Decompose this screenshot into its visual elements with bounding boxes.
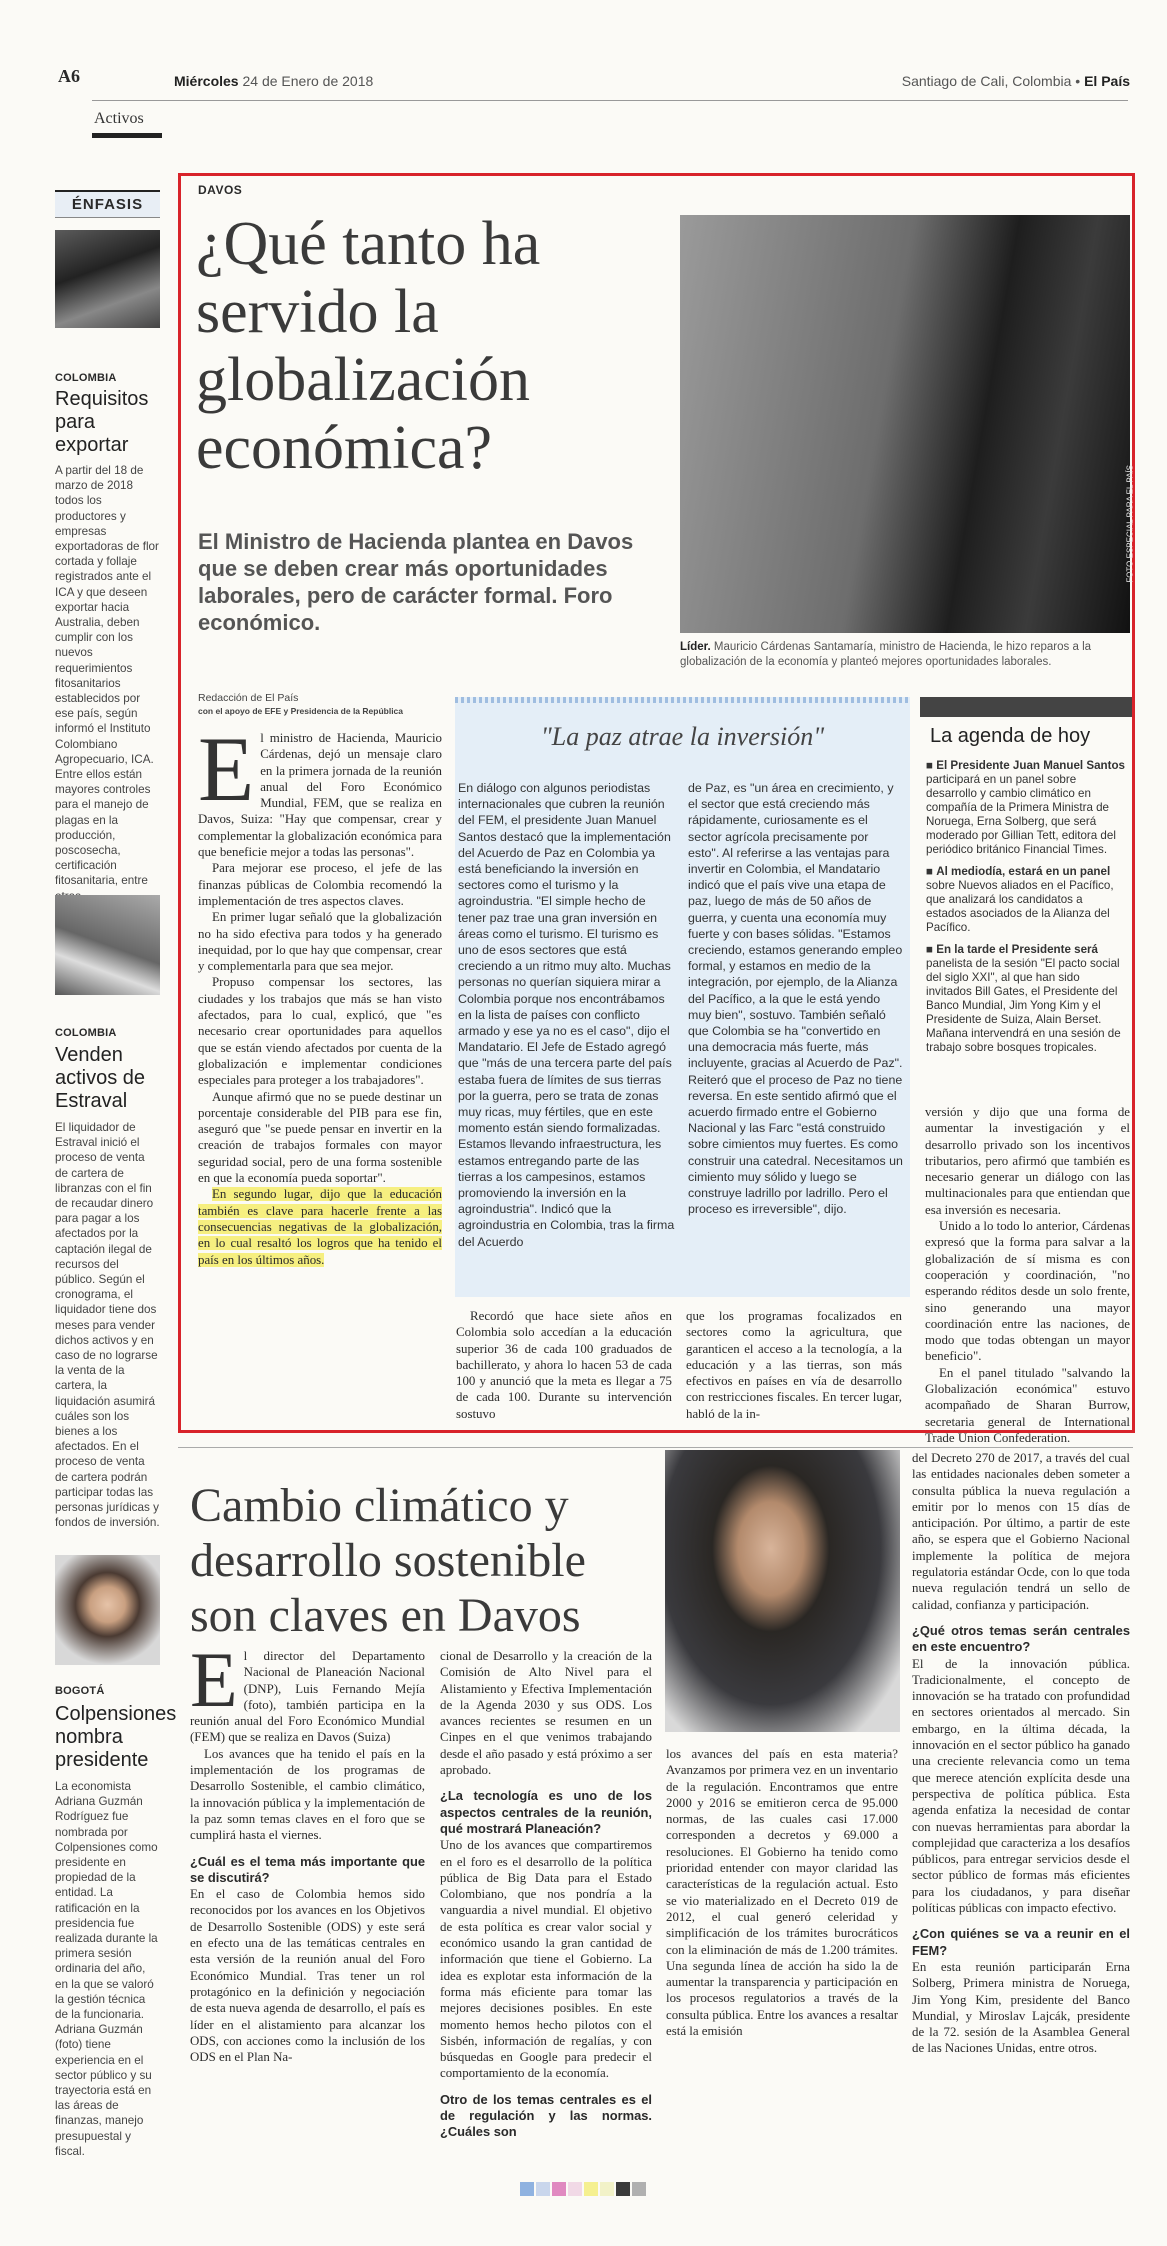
question: ¿Con quiénes se va a reunir en el FEM? [912, 1926, 1130, 1958]
answer: En esta reunión participarán Erna Solberg, Primera ministra de Noruega, Jim Yong Kim, presidente del Banco Mundial, y Miroslav Lajcák, presidente de la 72. sesión de la Asamblea General de las Naciones Unidas, entre otros. [912, 1959, 1130, 2056]
page-header [0, 0, 1167, 150]
answer: El de la innovación pública. Tradicionalmente, el concepto de innovación se ha tratado con profundidad en sectores orientados al mercado. Sin embargo, en la última década, la innovación en el sector público ha ganado una creciente relevancia como un tema que merece atención explícita desde una perspectiva de política pública. Esta agenda enfatiza la necesidad de contar con nuevas herramientas para abordar la complejidad que caracteriza a los desafíos públicos, para entregar servicios desde el sector público de formas más eficientes para los ciudadanos, y para diseñar políticas públicas con impacto efectivo. [912, 1656, 1130, 1916]
sidebar-photo-estraval [55, 895, 160, 995]
article2-headline: Cambio climático y desarrollo sostenible son claves en Davos [190, 1479, 586, 1642]
paragraph: Aunque afirmó que no se puede destinar un porcentaje considerable del PIB para ese fin, aseguró que "se puede pensar en invertir en la creación de trabajos formales con mayor seguridad social, pero de una forma sostenible en que la economía pueda soportar". [198, 1089, 442, 1186]
photo-caption [680, 640, 1130, 670]
sidebar [55, 180, 177, 2158]
article2-column-3: los avances del país en esta materia? Avanzamos por primera vez en un inventario de la regulación. Encontramos que entre 2000 y 2016 se emitieron cerca de 95.000 normas, de las cuales casi 17.000 corresponden a decretos y 69.000 a resoluciones. El Gobierno ha tenido como prioridad entender con mayor claridad las características de la regulación actual. Esto se vio materializado en el Decreto 019 de 2012, el cual generó celeridad y simplificación de los trámites burocráticos con la eliminación de más de 1.200 trámites. Una segunda línea de acción ha sido la de aumentar la transparencia y participación en los procesos regulatorios a través de la consulta pública. Entre los avances a resaltar está la emisión [666, 1747, 898, 2039]
question: ¿Qué otros temas serán centrales en este encuentro? [912, 1622, 1130, 1655]
mejia-photo [665, 1450, 900, 1732]
sidebar-title: Requisitos para exportar [55, 388, 149, 456]
article-column-3-bottom: que los programas focalizados en sectores como la agricultura, que garanticen el acceso a la tecnología, a la educación y a las tierras, son más efectivos en países en vía de desarrollo con restricciones fiscales. En tercer lugar, habló de la in- [686, 1309, 902, 1421]
box-column-1: En diálogo con algunos periodistas internacionales que cubren la reunión del FEM, el presidente Juan Manuel Santos destacó que la implementación del Acuerdo de Paz en Colombia ya está beneficiando la inversión en sectores como el turismo y la agroindustria. "El simple hecho de tener paz trae una gran inversión en áreas como el turismo. El turismo es uno de esos sectores que está creciendo a un ritmo muy alto. Muchas personas no querían siquiera mirar a Colombia porque nos encontrábamos en la lista de países con conflicto armado y ese ya no es el caso", dijo el Mandatario. El Jefe de Estado agregó que "más de una tercera parte del país estaba fuera de límites de sus tierras por la guerra, pero se trata de zonas muy ricas, muy fértiles, que en este momento están siendo formalizadas. Estamos llevando infraestructura, les estamos entregando parte de las tierras a los campesinos, estamos promoviendo la inversión en la agroindustria". Indicó que la agroindustria en Colombia, tras la firma del Acuerdo [458, 781, 675, 1249]
agenda-top-rule [920, 697, 1132, 717]
sidebar-photo-guzman [55, 1555, 160, 1665]
article-column-2-bottom: Recordó que hace siete años en Colombia solo accedían a la educación superior 36 de cada 100 graduados de bachillerato, y ahora lo hacen 53 de cada 100 y anunció que la meta es llegar a 75 de cada 100. Durante su intervención sostuvo [456, 1309, 672, 1421]
paragraph: Los avances que ha tenido el país en la implementación de los programas de Desarrollo Sostenible, el cambio climático, la innovación pública y la implementación de la paz somn temas claves en el foro que se cumplirá hasta el viernes. [190, 1746, 425, 1843]
color-swatch [584, 2182, 598, 2196]
paragraph: versión y dijo que una forma de aumentar la investigación y el desarrollo privado son los incentivos tributarios, pero afirmó que también es necesario generar un diálogo con las multinacionales para que entiendan que esa inversión es necesaria. [925, 1105, 1130, 1217]
article-dek: El Ministro de Hacienda plantea en Davos que se deben crear más oportunidades laborales, pero de carácter formal. Foro económico. [198, 529, 634, 635]
section-rule [92, 133, 162, 138]
paper-name: El País [1084, 73, 1130, 89]
photo-credit: FOTO ESPECIAL PARA EL PAÍS [1126, 465, 1135, 583]
sidebar-body: La economista Adriana Guzmán Rodríguez fue nombrada por Colpensiones como presidente en propiedad de la entidad. La ratificación en la presidencia fue realizada durante la primera sesión ordinaria del año, en la que se valoró la gestión técnica de la funcionaria. Adriana Guzmán (foto) tiene experiencia en el sector público y su trayectoria está en las áreas de finanzas, manejo presupuestal y fiscal. [55, 1780, 158, 2158]
agenda-box [920, 697, 1132, 1097]
paragraph: del Decreto 270 de 2017, a través del cual las entidades nacionales deben someter a consulta pública la nueva regulación a emitir por lo menos con 15 días de anticipación. Por último, a partir de este año, se espera que el Gobierno Nacional implemente la política de mejora regulatoria estándar Ocde, con lo que toda nueva regulación tendrá un sello de calidad, confianza y participación. [912, 1451, 1130, 1612]
question: Otro de los temas centrales es el de regulación y las normas. ¿Cuáles son [440, 2091, 652, 2140]
sidebar-title: Venden activos de Estraval [55, 1044, 146, 1112]
agenda-item: ■ El Presidente Juan Manuel Santos participará en un panel sobre desarrollo y cambio climático en compañía de la Primera Ministra de Noruega, Erna Solberg, que será moderado por Gillian Tett, editora del periódico británico Financial Times. [926, 759, 1126, 856]
paragraph: Unido a lo todo lo anterior, Cárdenas expresó que la forma para salvar a la globalización de sí misma es con cooperación y coordinación, "no esperando réditos desde un solo frente, sino generando una mayor coordinación entre las naciones, de modo que todas obtengan un mayor beneficio". [925, 1219, 1131, 1364]
paragraph: l ministro de Hacienda, Mauricio Cárdenas, dejó un mensaje claro en la primera jornada de la reunión anual del Foro Económico Mundial, FEM, que se realiza en Davos, Suiza: "Hay que compensar, crear y complementar la globalización económica para que beneficie mejor a todas las personas". [198, 731, 442, 860]
article-kicker: DAVOS [198, 183, 243, 197]
color-swatch [552, 2182, 566, 2196]
paragraph: En el panel titulado "salvando la Globalización económica" estuvo acompañado de Sharan Burrow, secretaria general de International Trade Union Confederation. [925, 1365, 1130, 1445]
article2-top-rule [178, 1447, 1133, 1448]
color-swatch [568, 2182, 582, 2196]
answer: Uno de los avances que compartiremos en el foro es el desarrollo de la política pública de Big Data para el Estado Colombiano, que nos pondría a la vanguardia a nivel mundial. El objetivo de esta política es crear valor social y económico usando la gran cantidad de información que tiene el Gobierno. La idea es explotar esta información de la forma más eficiente para tomar las mejores decisiones posibles. En este momento hemos hecho pilotos con el Sisbén, información de regalías, y con búsquedas en Google para predecir el comportamiento de la economía. [440, 1838, 652, 2081]
byline-credit: con el apoyo de EFE y Presidencia de la República [198, 706, 404, 716]
paragraph: Para mejorar ese proceso, el jefe de las finanzas públicas de Colombia recomendó la implementación de tres aspectos claves. [198, 861, 442, 908]
article-column-4 [925, 1104, 1130, 1446]
agenda-item-lead: El Presidente Juan Manuel Santos [936, 759, 1126, 772]
color-swatch [616, 2182, 630, 2196]
sidebar-body: A partir del 18 de marzo de 2018 todos los productores y empresas exportadoras de flor cortada y follaje registrados ante el ICA y que deseen exportar hacia Australia, deben cumplir con los nuevos requerimientos fitosanitarios establecidos por ese país, según informó el Instituto Colombiano Agropecuario, ICA. Entre ellos están mayores controles para el manejo de plagas en la producción, poscosecha, certificación fitosanitaria, entre [55, 464, 159, 888]
box-title: "La paz atrae la inversión" [540, 722, 825, 751]
paragraph: cional de Desarrollo y la creación de la Comisión de Alto Nivel para el Alistamiento y Efectiva Implementación de la Agenda 2030 y sus ODS. Los avances recientes se resumen en un Cinpes en el que venimos trabajando desde el año pasado y está próximo a ser aprobado. [440, 1649, 652, 1778]
sidebar-tag: BOGOTÁ [55, 1685, 105, 1697]
paragraph: Propuso compensar los sectores, las ciudades y los trabajos que más se han visto afectados, para lo cual, explicó, que "es necesario crear oportunidades para aquellos que se están viendo afectados por cuenta de la globalización e implementar condiciones especiales para proteger a los trabajadores". [198, 975, 442, 1088]
box-top-rule [455, 697, 910, 703]
minister-photo [680, 215, 1135, 633]
question: ¿La tecnología es uno de los aspectos centrales de la reunión, qué mostrará Planeación? [440, 1788, 652, 1836]
article2-column-2 [440, 1648, 652, 2141]
agenda-item: ■ En la tarde el Presidente será panelista de la sesión "El pacto social del siglo XXI", al que han sido invitados Bill Gates, el Presidente del Banco Mundial, Jim Yong Kim y el Presidente de Suiza, Alain Berset. Mañana intervendrá en una sesión de trabajo sobre bosques tropicales. [926, 943, 1121, 1054]
date-line [174, 73, 373, 89]
place: Santiago de Cali, Colombia [901, 73, 1072, 89]
answer: En el caso de Colombia hemos sido reconocidos por los avances en los Objetivos de Desarrollo Sostenible (ODS) y este será en efecto una de las temáticas centrales en esta versión de la reunión anual del Foro Económico Mundial. Tras tener un rol protagónico en la definición y negociación de esta nueva agenda de desarrollo, el país es líder en el alistamiento para alcanzar los ODS, con acciones como la inclusión de los ODS en el Plan Na- [190, 1887, 425, 2065]
color-swatch [600, 2182, 614, 2196]
sidebar-photo-flowers [55, 230, 160, 328]
section-name: Activos [94, 110, 144, 127]
agenda-item-text: sobre Nuevos aliados en el Pacífico, que analizará los candidatos a estados asociados de la Alianza del Pacífico. [926, 879, 1114, 934]
drop-cap: E [198, 718, 255, 820]
page-number: A6 [58, 66, 80, 86]
article-column-1 [198, 718, 442, 1268]
color-swatch [520, 2182, 534, 2196]
paragraph: En primer lugar señaló que la globalización no ha sido efectiva para todos y ha generado inequidad, por lo que hay que compensar, crear y complementarla para que sea mejor. [198, 910, 442, 974]
agenda-title: La agenda de hoy [930, 725, 1091, 747]
drop-cap: E [190, 1636, 238, 1723]
sidebar-tag: COLOMBIA [55, 372, 117, 384]
paragraph: l director del Departamento Nacional de Planeación Nacional (DNP), Luis Fernando Mejía (foto), también participa en la reunión anual del Foro Económico Mundial (FEM) que se realiza en Davos (Suiza) [190, 1649, 425, 1745]
weekday: Miércoles [174, 73, 239, 89]
agenda-item: ■ Al mediodía, estará en un panel sobre Nuevos aliados en el Pacífico, que analizará los candidatos a estados asociados de la Alianza del Pacífico. [926, 865, 1114, 934]
highlighted-paragraph [198, 1186, 442, 1267]
agenda-item-lead: En la tarde el Presidente será [936, 943, 1098, 956]
box-column-2: de Paz, es "un área en crecimiento, y el sector que está creciendo más rápidamente, curiosamente es el sector agrícola precisamente por esto". Al referirse a las ventajas para invertir en Colombia, el Mandatario indicó que el país vive una etapa de paz, luego de más de 50 años de guerra, y cuenta una economía muy fuerte y con bases sólidas. "Estamos creciendo, estamos generando empleo formal, y estamos en medio de la integración, por ejemplo, de la Alianza del Pacífico, a la que le está yendo muy bien", sostuvo. También señaló que Colombia se ha "convertido en una democracia más fuerte, más incluyente, gracias al Acuerdo de Paz". Reiteró que el proceso de Paz no tiene reversa. En este sentido afirmó que el acuerdo firmado entre el Gobierno Nacional y las Farc "está construido sobre cimientos muy fuertes. Es como construir una catedral. Necesitamos un cimiento muy sólido y luego se construye ladrillo por ladrillo. Pero el proceso es irreversible", dijo. [688, 781, 903, 1217]
header-rule [92, 100, 1128, 101]
article2-column-4 [912, 1450, 1130, 2057]
agenda-list [926, 759, 1126, 1055]
sidebar-label: ÉNFASIS [55, 190, 160, 218]
agenda-item-text: participará en un panel sobre desarrollo y cambio climático en compañía de la Primera Ministra de Noruega, Erna Solberg, que será moderado por Gillian Tett, editora del periódico británico Financial Times. [926, 773, 1116, 856]
question: ¿Cuál es el tema más importante que se discutirá? [190, 1853, 425, 1885]
sidebar-tag: COLOMBIA [55, 1027, 117, 1039]
highlight: En segundo lugar, dijo que la educación también es clave para hacerle frente a las consecuencias negativas de la globalización, en lo cual resaltó los logros que ha tenido el país en los últimos años. [198, 1187, 442, 1267]
caption-lead: Líder. [680, 641, 711, 653]
sidebar-body: El liquidador de Estraval inició el proceso de venta de cartera de libranzas con el fin de recaudar dinero para pagar a los afectados por la captación ilegal de recursos del público. Según el cronograma, el liquidador tiene dos meses para vender dichos activos y en caso de no lograrse la venta de la cartera, la liquidación asumirá cuáles son los bienes a los afectados. En el proceso de venta de cartera podrán participar todas las personas jurídicas y fondos de inversión. [55, 1121, 160, 1530]
caption-text: Mauricio Cárdenas Santamaría, ministro de Hacienda, le hizo reparos a la globalización de la economía y planteó mejores oportunidades laborales. [680, 641, 1092, 668]
byline: Redacción de El País [198, 692, 299, 704]
dateline-right: Santiago de Cali, Colombia • El País [901, 73, 1130, 89]
sidebar-title: Colpensiones nombra presidente [55, 1703, 177, 1771]
article-headline: ¿Qué tanto ha servido la globalización económica? [196, 210, 541, 482]
article2-column-1 [190, 1636, 425, 2065]
color-swatch [536, 2182, 550, 2196]
agenda-item-text: panelista de la sesión "El pacto social del siglo XXI", al que han sido invitados Bill Gates, el Presidente del Banco Mundial, Jim Yong Kim y el Presidente de Suiza, Alain Berset. Mañana intervendrá en una sesión de trabajo sobre bosques tropicales. [926, 957, 1121, 1054]
color-swatch [632, 2182, 646, 2196]
color-registration-bar [520, 2182, 646, 2196]
agenda-item-lead: Al mediodía, estará en un panel [936, 865, 1111, 878]
date: 24 de Enero de 2018 [242, 73, 374, 89]
